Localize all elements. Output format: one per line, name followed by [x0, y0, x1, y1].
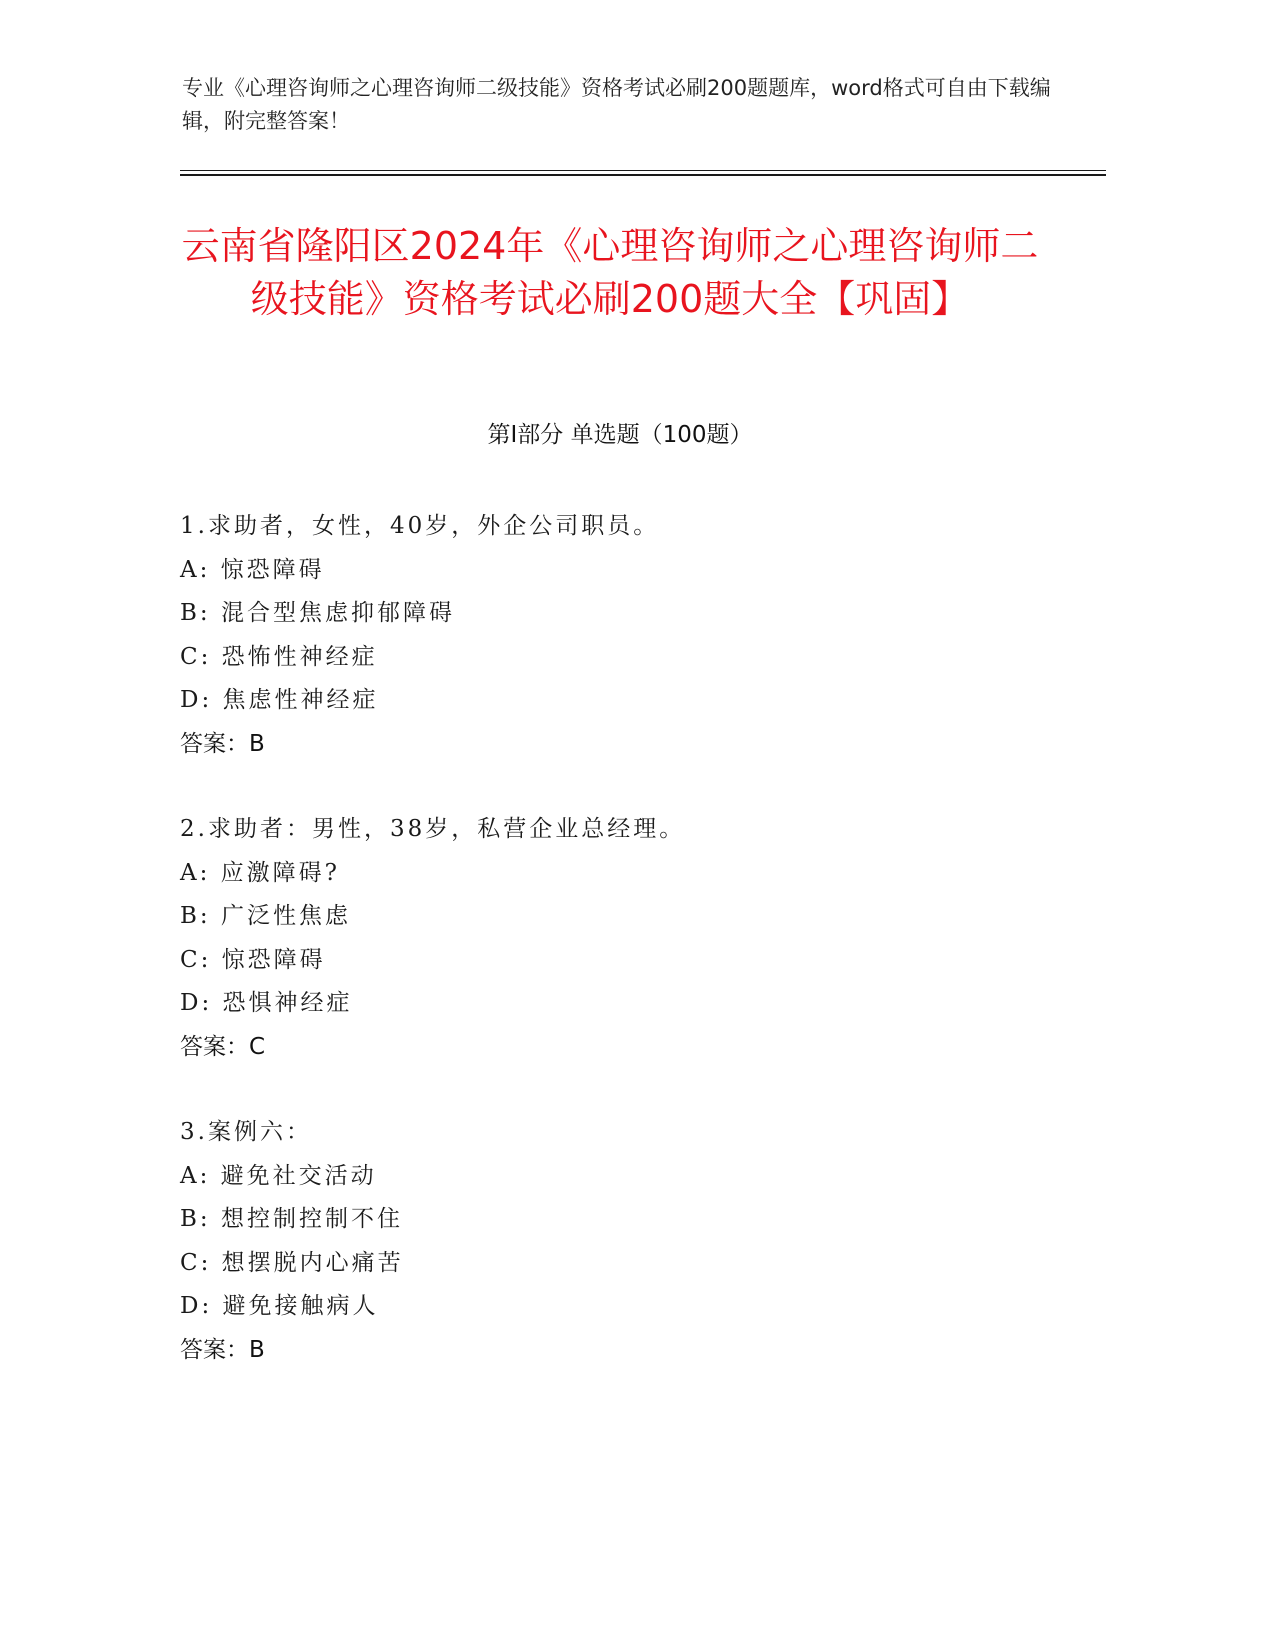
option-c: C: 惊恐障碍 — [180, 946, 326, 973]
option-a: A: 避免社交活动 — [180, 1162, 377, 1189]
option-b: B: 混合型焦虑抑郁障碍 — [180, 600, 455, 626]
option-d: D: 避免接触病人 — [180, 1293, 379, 1319]
header-divider-thin — [180, 170, 1106, 171]
option-d: D: 焦虑性神经症 — [180, 687, 379, 713]
option-c: C: 恐怖性神经症 — [180, 643, 378, 670]
question-item — [180, 1111, 1080, 1372]
option-a: A: 应激障碍? — [180, 859, 341, 886]
option-b: B: 广泛性焦虑 — [180, 903, 351, 929]
question-stem: 3.案例六： — [180, 1119, 312, 1145]
document-title: 云南省隆阳区2024年《心理咨询师之心理咨询师二级技能》资格考试必刷200题大全【巩固】 — [181, 224, 1039, 321]
option-b: B: 想控制控制不住 — [180, 1206, 403, 1232]
header-note: 专业《心理咨询师之心理咨询师二级技能》资格考试必刷200题题库，word格式可自由下载编辑，附完整答案！ — [182, 76, 1051, 133]
option-c: C: 想摆脱内心痛苦 — [180, 1249, 404, 1276]
question-item — [180, 505, 1080, 766]
question-item — [180, 808, 1080, 1069]
question-list — [180, 505, 1080, 1414]
option-a: A: 惊恐障碍 — [180, 556, 325, 583]
header-divider-thick — [180, 174, 1106, 176]
answer-line: 答案：C — [180, 1033, 266, 1060]
answer-line: 答案：B — [180, 1336, 265, 1363]
option-d: D: 恐惧神经症 — [180, 990, 353, 1016]
question-stem: 2.求助者：男性，38岁，私营企业总经理。 — [180, 816, 686, 842]
question-stem: 1.求助者，女性，40岁，外企公司职员。 — [180, 513, 660, 539]
section-title: 第I部分 单选题（100题） — [487, 422, 753, 448]
answer-line: 答案：B — [180, 730, 265, 757]
